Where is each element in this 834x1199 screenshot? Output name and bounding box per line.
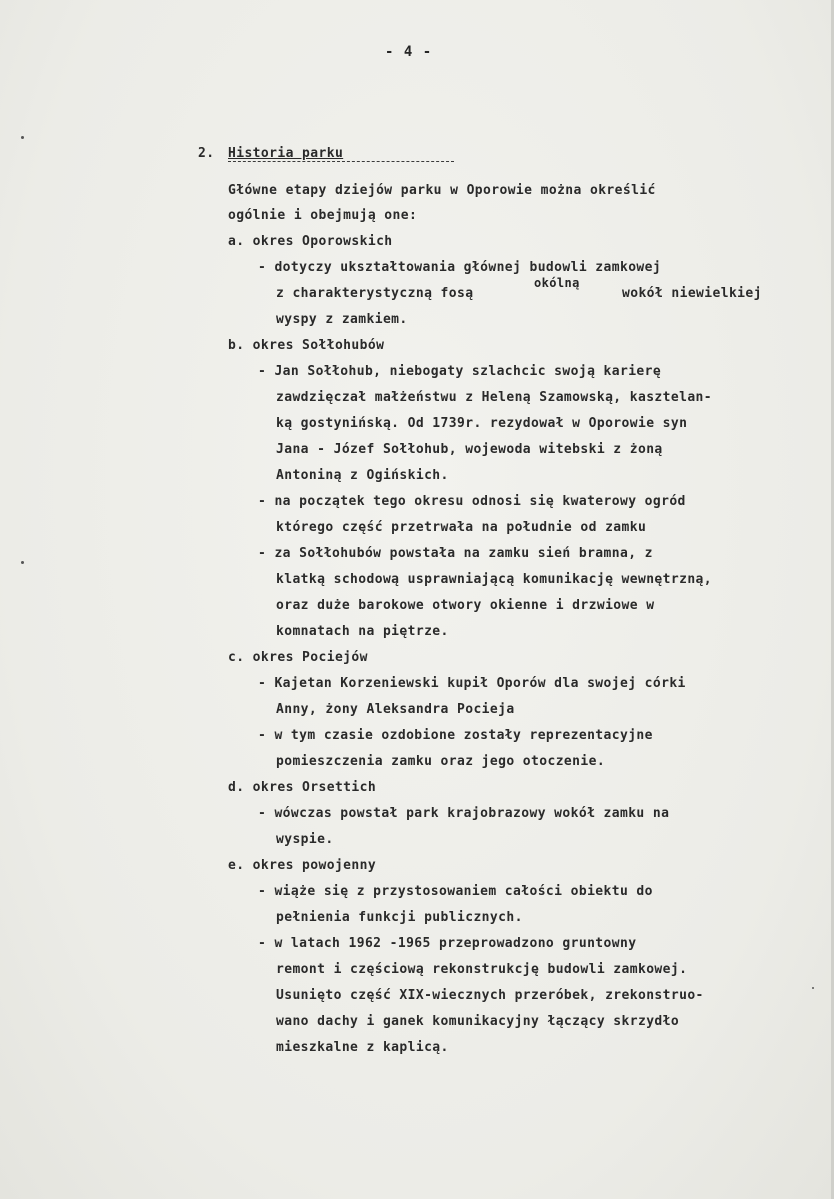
period-b-line: Jana - Józef Sołłohub, wojewoda witebski z żoną (276, 442, 663, 457)
period-d-line: wyspie. (276, 832, 334, 847)
scan-speck (812, 987, 814, 989)
period-b-line: - za Sołłohubów powstała na zamku sień bramna, z (258, 546, 653, 561)
period-c-line: - w tym czasie ozdobione zostały reprezentacyjne (258, 728, 653, 743)
period-b-line: oraz duże barokowe otwory okienne i drzwiowe w (276, 598, 655, 613)
period-e-line: remont i częściową rekonstrukcję budowli zamkowej. (276, 962, 688, 977)
period-b-line: ką gostynińską. Od 1739r. rezydował w Oporowie syn (276, 416, 688, 431)
section-number: 2. (198, 146, 215, 161)
period-c-line: Anny, żony Aleksandra Pocieja (276, 702, 515, 717)
page-number: - 4 - (385, 44, 433, 60)
period-c-heading: c. okres Pociejów (228, 650, 368, 665)
period-b-heading: b. okres Sołłohubów (228, 338, 385, 353)
period-b-line: komnatach na piętrze. (276, 624, 449, 639)
scan-speck (21, 136, 24, 139)
intro-line-1: Główne etapy dziejów parku w Oporowie można określić (228, 183, 656, 198)
period-d-heading: d. okres Orsettich (228, 780, 377, 795)
period-e-line: - wiąże się z przystosowaniem całości obiektu do (258, 884, 653, 899)
period-b-line: którego część przetrwała na południe od zamku (276, 520, 647, 535)
period-e-line: Usunięto część XIX-wiecznych przeróbek, zrekonstruo- (276, 988, 704, 1003)
period-e-line: wano dachy i ganek komunikacyjny łączący skrzydło (276, 1014, 680, 1029)
period-b-line: - na początek tego okresu odnosi się kwaterowy ogród (258, 494, 686, 509)
title-underline (228, 161, 454, 163)
period-c-line: pomieszczenia zamku oraz jego otoczenie. (276, 754, 606, 769)
scan-speck (21, 561, 24, 564)
period-b-line: - Jan Sołłohub, niebogaty szlachcic swoją karierę (258, 364, 662, 379)
period-b-line: Antoniną z Ogińskich. (276, 468, 449, 483)
period-a-line: wokół niewielkiej (622, 286, 762, 301)
period-a-line: z charakterystyczną fosą (276, 286, 474, 301)
period-a-line: - dotyczy ukształtowania głównej budowli zamkowej (258, 260, 662, 275)
period-b-line: klatką schodową usprawniającą komunikację wewnętrzną, (276, 572, 713, 587)
period-a-line: wyspy z zamkiem. (276, 312, 408, 327)
period-e-line: - w latach 1962 -1965 przeprowadzono gruntowny (258, 936, 637, 951)
period-e-line: pełnienia funkcji publicznych. (276, 910, 523, 925)
period-c-line: - Kajetan Korzeniewski kupił Oporów dla swojej córki (258, 676, 686, 691)
interlinear-insertion: okólną (534, 276, 580, 290)
period-e-heading: e. okres powojenny (228, 858, 377, 873)
period-d-line: - wówczas powstał park krajobrazowy wokół zamku na (258, 806, 670, 821)
period-e-line: mieszkalne z kaplicą. (276, 1040, 449, 1055)
period-b-line: zawdzięczał małżeństwu z Heleną Szamowską, kasztelan- (276, 390, 713, 405)
section-title: Historia parku (228, 146, 344, 161)
intro-line-2: ogólnie i obejmują one: (228, 208, 418, 223)
period-a-heading: a. okres Oporowskich (228, 234, 393, 249)
